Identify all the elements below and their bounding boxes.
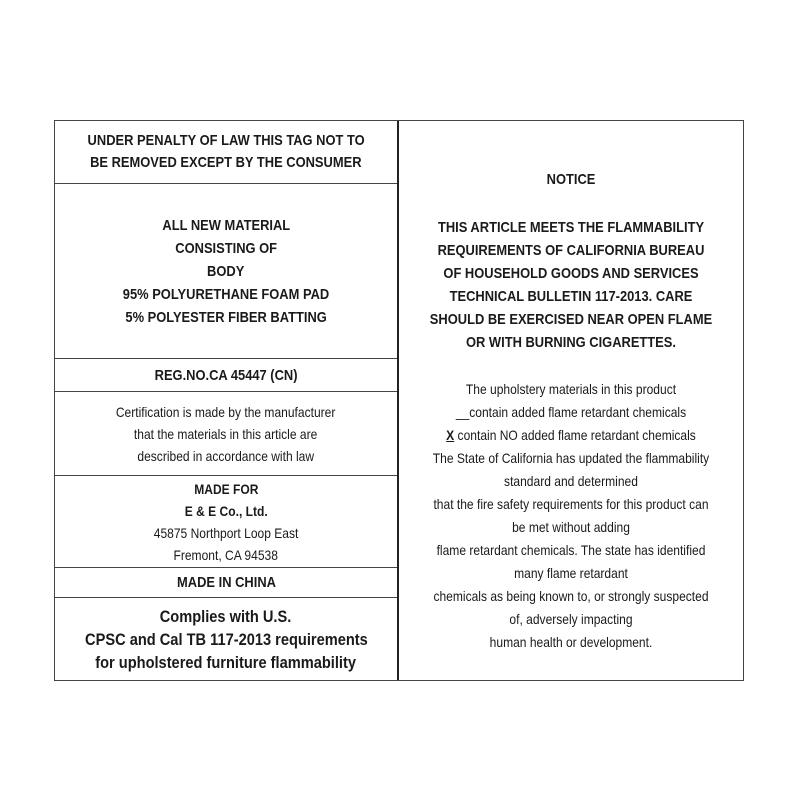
notice-line: TECHNICAL BULLETIN 117-2013. CARE (449, 288, 693, 305)
origin-section (55, 568, 397, 598)
state-info-line: chemicals as being known to, or strongly suspected (433, 588, 709, 604)
warning-section (55, 121, 397, 184)
made-for-section (55, 476, 397, 568)
material-line: ALL NEW MATERIAL (162, 216, 290, 234)
address-line-1: 45875 Northport Loop East (153, 524, 299, 541)
material-line: CONSISTING OF (175, 239, 277, 257)
notice-line: THIS ARTICLE MEETS THE FLAMMABILITY (437, 219, 705, 236)
material-line: 5% POLYESTER FIBER BATTING (125, 308, 327, 326)
warning-line: BE REMOVED EXCEPT BY THE CONSUMER (90, 154, 362, 171)
notice-line: REQUIREMENTS OF CALIFORNIA BUREAU (437, 242, 705, 259)
state-info-line: The State of California has updated the flammability (432, 450, 710, 466)
notice-line: OF HOUSEHOLD GOODS AND SERVICES (443, 265, 699, 282)
material-section (55, 184, 397, 359)
state-info-line: standard and determined (504, 473, 638, 489)
option-contain-text: contain added flame retardant chemicals (469, 404, 687, 420)
company-name: E & E Co., Ltd. (184, 502, 268, 519)
made-for-label: MADE FOR (193, 480, 259, 497)
state-info-line: flame retardant chemicals. The state has identified (436, 542, 706, 558)
notice-line: OR WITH BURNING CIGARETTES. (465, 334, 676, 351)
state-info-line: human health or development. (489, 634, 653, 650)
compliance-line: for upholstered furniture flammability (95, 652, 357, 672)
notice-title: NOTICE (546, 171, 596, 188)
notice-line: SHOULD BE EXERCISED NEAR OPEN FLAME (429, 311, 713, 328)
address-line-2: Fremont, CA 94538 (173, 546, 279, 563)
left-panel (55, 121, 399, 680)
certification-line: that the materials in this article are (134, 425, 318, 442)
option-contain-mark: __ (455, 404, 470, 420)
certification-line: Certification is made by the manufacturer (116, 403, 336, 420)
state-info-line: be met without adding (512, 519, 630, 535)
material-line: BODY (207, 262, 245, 280)
law-label-tag (54, 120, 744, 681)
warning-line: UNDER PENALTY OF LAW THIS TAG NOT TO (87, 132, 365, 149)
option-contain (423, 401, 719, 424)
materials-intro: The upholstery materials in this product (465, 381, 677, 397)
flame-retardant-info (399, 378, 743, 654)
registration-number (55, 359, 397, 392)
option-no-mark: X (446, 427, 455, 443)
state-info-line: many flame retardant (514, 565, 628, 581)
state-info-line: of, adversely impacting (509, 611, 633, 627)
compliance-line: Complies with U.S. (160, 606, 292, 626)
certification-section (55, 392, 397, 476)
option-no-text: contain NO added flame retardant chemicals (457, 427, 696, 443)
option-no (423, 424, 719, 447)
compliance-line: CPSC and Cal TB 117-2013 requirements (84, 629, 368, 649)
notice-panel (399, 121, 743, 680)
reg-no-text: REG.NO.CA 45447 (CN) (154, 366, 298, 384)
state-info-line: that the fire safety requirements for this product can (433, 496, 709, 512)
compliance-section (55, 598, 397, 680)
origin-text: MADE IN CHINA (176, 574, 276, 591)
notice-body (399, 216, 743, 354)
certification-line: described in accordance with law (137, 447, 315, 464)
material-line: 95% POLYURETHANE FOAM PAD (122, 285, 330, 303)
